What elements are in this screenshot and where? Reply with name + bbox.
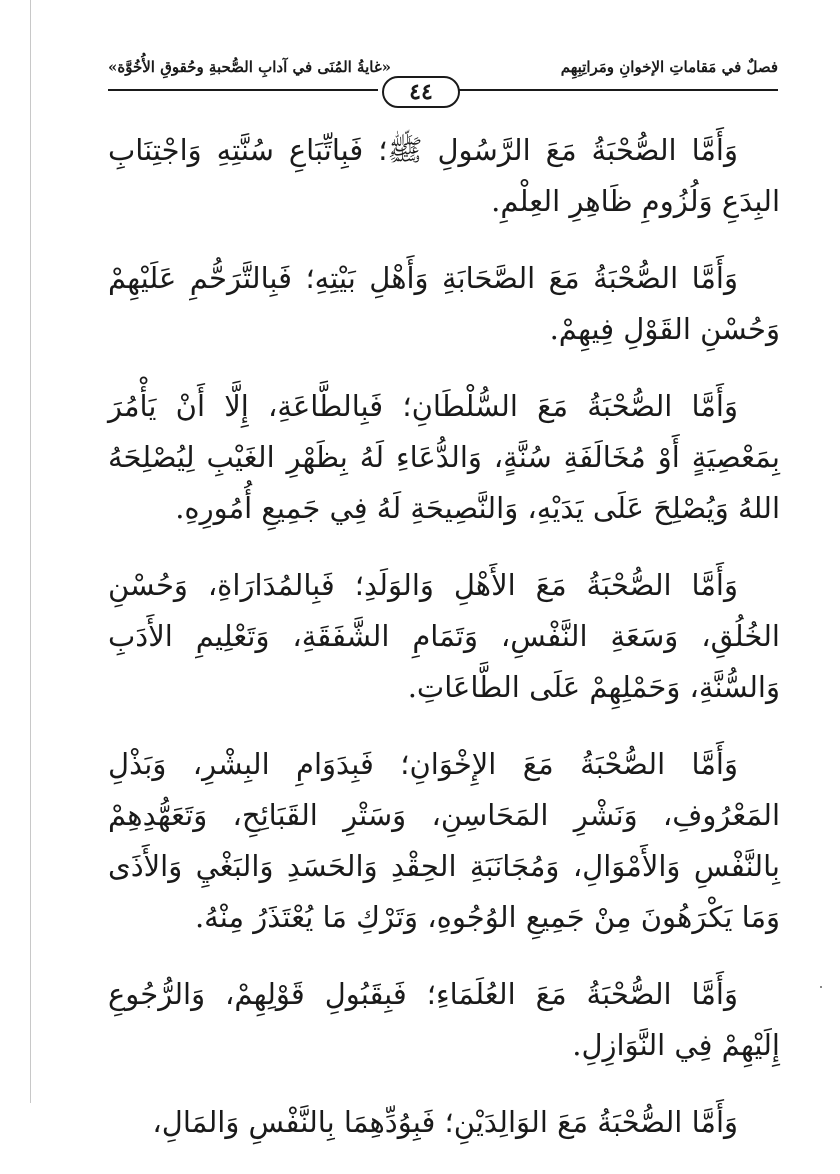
header-rule-left: [108, 89, 378, 91]
paragraph-prophet: وَأَمَّا الصُّحْبَةُ مَعَ الرَّسُولِ ﷺ؛ فَبِاتِّبَاعِ سُنَّتِهِ وَاجْتِنَابِ البِدَعِ وَلُزُومِ ظَاهِرِ العِلْمِ.: [108, 133, 780, 218]
chapter-title: فصلٌ في مَقاماتِ الإخوانِ ومَراتِبِهِم: [560, 58, 778, 76]
page-number: ٤٤: [382, 76, 460, 108]
paragraph-ruler: وَأَمَّا الصُّحْبَةُ مَعَ السُّلْطَانِ؛ فَبِالطَّاعَةِ، إِلَّا أَنْ يَأْمُرَ بِمَعْصِيَةٍ أَوْ مُخَالَفَةِ سُنَّةٍ، وَالدُّعَاءِ لَهُ بِظَهْرِ الغَيْبِ لِيُصْلِحَهُ اللهُ وَيُصْلِحَ عَلَى يَدَيْهِ، وَالنَّصِيحَةِ لَهُ فِي جَمِيعِ أُمُورِهِ.: [108, 389, 780, 525]
paragraph-brothers: وَأَمَّا الصُّحْبَةُ مَعَ الإِخْوَانِ؛ فَبِدَوَامِ البِشْرِ، وَبَذْلِ المَعْرُوفِ، وَنَشْرِ المَحَاسِنِ، وَسَتْرِ القَبَائِحِ، وَتَعَهُّدِهِمْ بِالنَّفْسِ وَالأَمْوَالِ، وَمُجَانَبَةِ الحِقْدِ وَالحَسَدِ وَالبَغْيِ وَالأَذَى وَمَا يَكْرَهُونَ مِنْ جَمِيعِ الوُجُوهِ، وَتَرْكِ مَا يُعْتَذَرُ مِنْهُ.: [108, 747, 780, 934]
main-text: [108, 125, 780, 1174]
paragraph-parents: وَأَمَّا الصُّحْبَةُ مَعَ الوَالِدَيْنِ؛ فَبِوُدِّهِمَا بِالنَّفْسِ وَالمَالِ،: [152, 1105, 738, 1139]
paragraph-family: وَأَمَّا الصُّحْبَةُ مَعَ الأَهْلِ وَالوَلَدِ؛ فَبِالمُدَارَاةِ، وَحُسْنِ الخُلُقِ، وَسَعَةِ النَّفْسِ، وَتَمَامِ الشَّفَقَةِ، وَتَعْلِيمِ الأَدَبِ وَالسُّنَّةِ، وَحَمْلِهِمْ عَلَى الطَّاعَاتِ.: [108, 568, 780, 704]
margin-speck: [820, 986, 822, 988]
header-rule-right: [458, 89, 778, 91]
paragraph-companions: وَأَمَّا الصُّحْبَةُ مَعَ الصَّحَابَةِ وَأَهْلِ بَيْتِهِ؛ فَبِالتَّرَحُّمِ عَلَيْهِمْ وَحُسْنِ القَوْلِ فِيهِمْ.: [108, 261, 780, 346]
page-gutter-line: [30, 0, 31, 1103]
running-header: [108, 52, 778, 105]
paragraph-scholars: وَأَمَّا الصُّحْبَةُ مَعَ العُلَمَاءِ؛ فَبِقَبُولِ قَوْلِهِمْ، وَالرُّجُوعِ إِلَيْهِمْ فِي النَّوَازِلِ.: [108, 977, 780, 1062]
book-title: «غايةُ المُنَى في آدابِ الصُّحبةِ وحُقوقِ الأُخُوَّة»: [108, 58, 392, 76]
